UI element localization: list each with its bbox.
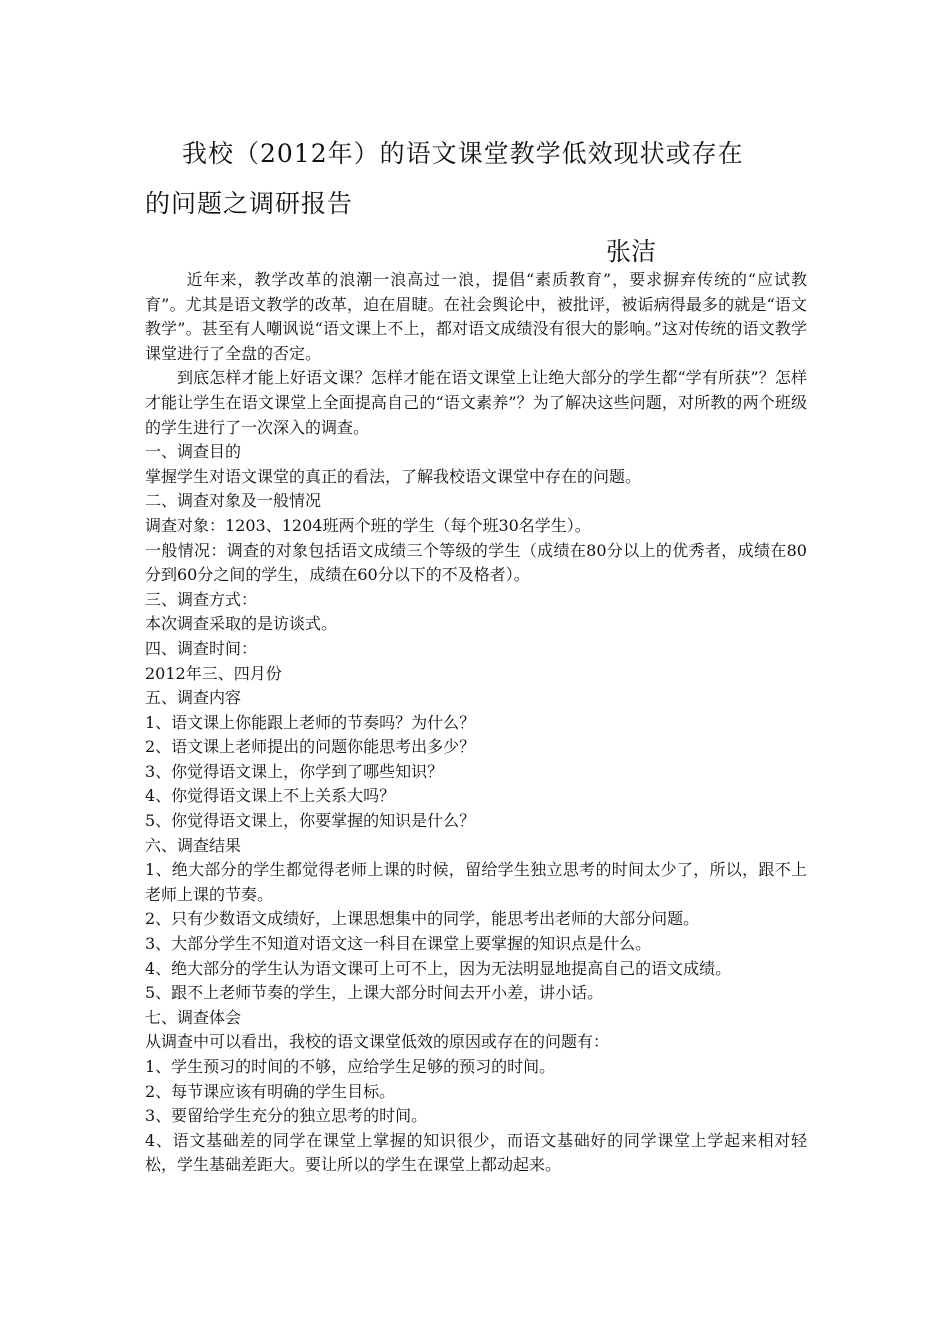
section-heading-results: 六、调查结果 <box>145 835 242 855</box>
intro-paragraph-2: 到底怎样才能上好语文课？怎样才能在语文课堂上让绝大部分的学生都“学有所获”？怎样才能让学生在语文课堂上全面提高自己的“语文素养”？为了解决这些问题，对所教的两个班级的学生进行了一次深入的调查。 <box>145 368 807 437</box>
section-text-subjects: 调查对象：1203、1204班两个班的学生（每个班30名学生）。 <box>145 515 591 535</box>
list-item: 2、每节课应该有明确的学生目标。 <box>145 1081 396 1101</box>
section-heading-reflection: 七、调查体会 <box>145 1007 242 1027</box>
section-heading-method: 三、调查方式： <box>145 589 258 609</box>
list-item: 1、绝大部分的学生都觉得老师上课的时候，留给学生独立思考的时间太少了，所以，跟不上老师上课的节奏。 <box>145 860 807 904</box>
section-heading-subjects: 二、调查对象及一般情况 <box>145 491 322 511</box>
section-text-time: 2012年三、四月份 <box>145 663 282 683</box>
list-item: 3、要留给学生充分的独立思考的时间。 <box>145 1106 428 1126</box>
intro-paragraph-1: 近年来，教学改革的浪潮一浪高过一浪，提倡“素质教育”，要求摒弃传统的“应试教育”。尤其是语文教学的改革，迫在眉睫。在社会舆论中，被批评，被诟病得最多的就是“语文教学”。甚至有人嘲讽说“语文课上不上，都对语文成绩没有很大的影响。”这对传统的语文教学课堂进行了全盘的否定。 <box>145 270 807 363</box>
list-item: 5、跟不上老师节奏的学生，上课大部分时间去开小差，讲小话。 <box>145 983 604 1003</box>
section-text-method: 本次调查采取的是访谈式。 <box>145 614 338 634</box>
list-item: 2、只有少数语文成绩好，上课思想集中的同学，能思考出老师的大部分问题。 <box>145 909 700 929</box>
report-body <box>145 268 807 1178</box>
list-item: 4、语文基础差的同学在课堂上掌握的知识很少，而语文基础好的同学课堂上学起来相对轻松，学生基础差距大。要让所以的学生在课堂上都动起来。 <box>145 1130 807 1175</box>
list-item: 3、大部分学生不知道对语文这一科目在课堂上要掌握的知识点是什么。 <box>145 934 652 954</box>
list-item: 4、你觉得语文课上不上关系大吗？ <box>145 786 396 806</box>
section-heading-time: 四、调查时间： <box>145 638 258 658</box>
list-item: 4、绝大部分的学生认为语文课可上可不上，因为无法明显地提高自己的语文成绩。 <box>145 958 732 978</box>
section-heading-content: 五、调查内容 <box>145 688 242 708</box>
list-item: 1、语文课上你能跟上老师的节奏吗？为什么？ <box>145 712 476 732</box>
section-text-reflection: 从调查中可以看出，我校的语文课堂低效的原因或存在的问题有： <box>145 1032 610 1052</box>
report-title-line-2: 的问题之调研报告 <box>145 189 354 218</box>
list-item: 3、你觉得语文课上，你学到了哪些知识？ <box>145 761 444 781</box>
list-item: 2、语文课上老师提出的问题你能思考出多少？ <box>145 737 476 757</box>
section-heading-purpose: 一、调查目的 <box>145 442 242 462</box>
section-text-general: 一般情况：调查的对象包括语文成绩三个等级的学生（成绩在80分以上的优秀者，成绩在80分到60分之间的学生，成绩在60分以下的不及格者）。 <box>145 540 807 585</box>
report-author: 张洁 <box>606 237 657 266</box>
report-title-line-1: 我校（2012年）的语文课堂教学低效现状或存在 <box>182 139 744 168</box>
section-text-purpose: 掌握学生对语文课堂的真正的看法，了解我校语文课堂中存在的问题。 <box>145 466 642 486</box>
list-item: 1、学生预习的时间的不够，应给学生足够的预习的时间。 <box>145 1057 556 1076</box>
list-item: 5、你觉得语文课上，你要掌握的知识是什么？ <box>145 811 476 831</box>
